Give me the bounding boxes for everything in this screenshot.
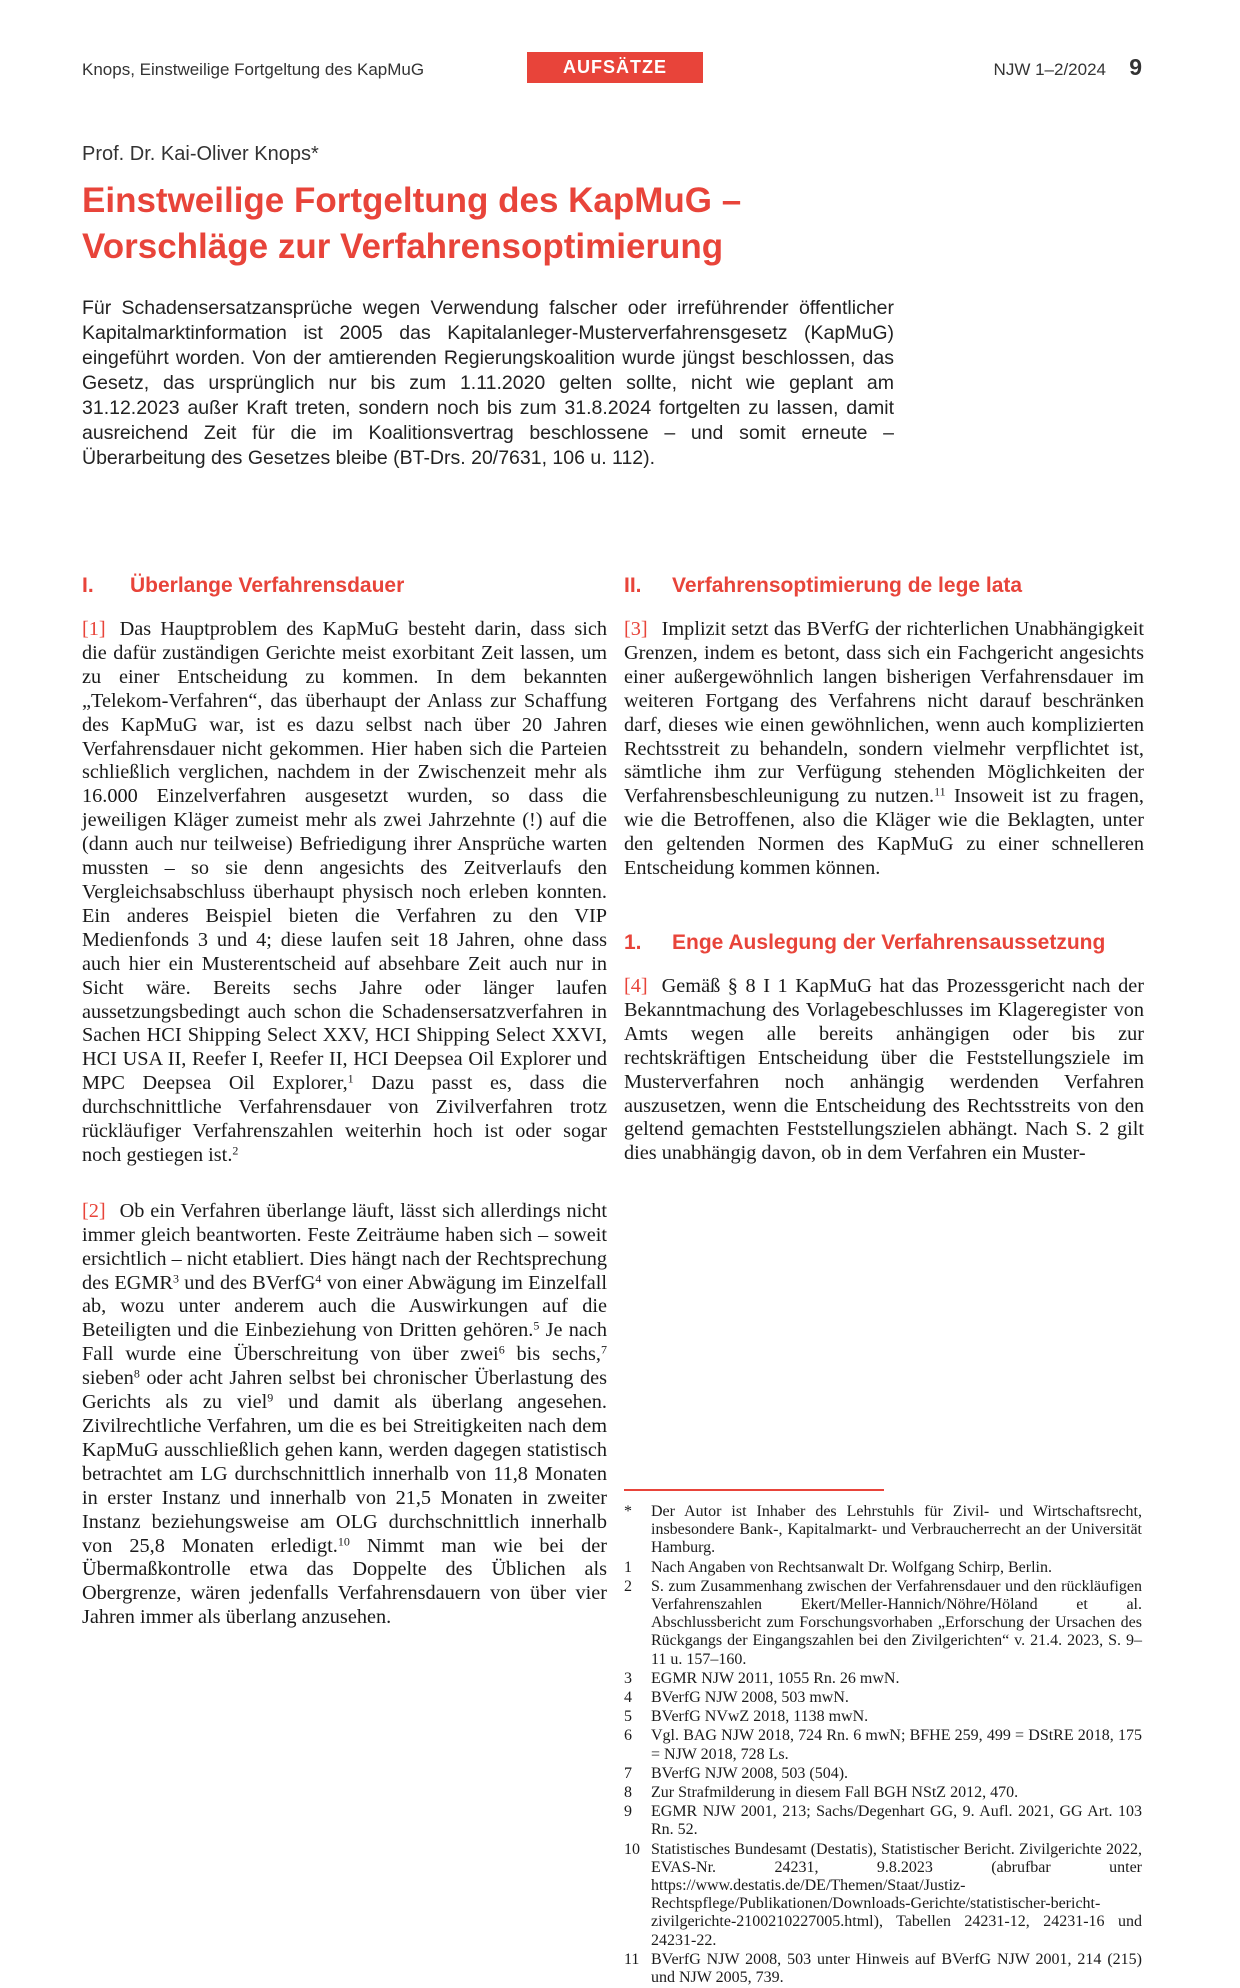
footnote bbox=[624, 1727, 1142, 1763]
footnote bbox=[624, 1503, 1142, 1558]
section-heading-i bbox=[82, 574, 607, 598]
footnote-divider bbox=[624, 1489, 884, 1491]
footnote bbox=[624, 1689, 1142, 1707]
footnote-ref: 4 bbox=[315, 1270, 322, 1285]
footnote-ref: 1 bbox=[347, 1071, 354, 1086]
footnote bbox=[624, 1708, 1142, 1726]
footnote-text: BVerfG NJW 2008, 503 (504). bbox=[651, 1764, 849, 1782]
footnote-text: BVerfG NJW 2008, 503 unter Hinweis auf BVerfG NJW 2001, 214 (215) und NJW 2005, 739. bbox=[651, 1950, 1142, 1987]
article-author: Prof. Dr. Kai-Oliver Knops* bbox=[82, 143, 319, 165]
footnote-mark: 9 bbox=[624, 1803, 632, 1821]
footnote bbox=[624, 1841, 1142, 1950]
footnote-text: EGMR NJW 2011, 1055 Rn. 26 mwN. bbox=[651, 1669, 900, 1687]
footnote-mark: 3 bbox=[624, 1669, 632, 1687]
footnote bbox=[624, 1951, 1142, 1987]
footnote-text: S. zum Zusammenhang zwischen der Verfahrensdauer und den rückläufigen Verfahrenszahlen Ekert/Meller-Hannich/Nöhre/Höland et al. Abschlussbericht zum Forschungsvorhaben „Erforschung der Ursachen des Rückgangs der Eingangszahlen bei den Zivilgerichten“ v. 21.4. 2023, S. 9–11 u. 157–160. bbox=[651, 1577, 1142, 1668]
footnote-mark: 8 bbox=[624, 1784, 632, 1802]
section-badge: AUFSÄTZE bbox=[527, 52, 703, 83]
section-number: 1. bbox=[624, 930, 642, 954]
footnote-ref: 3 bbox=[172, 1270, 179, 1285]
footnote-mark: 5 bbox=[624, 1708, 632, 1726]
paragraph-number: [3] bbox=[624, 618, 648, 640]
footnote-mark: 1 bbox=[624, 1558, 632, 1576]
footnote-ref: 7 bbox=[601, 1342, 607, 1357]
footnote-text: BVerfG NVwZ 2018, 1138 mwN. bbox=[651, 1708, 869, 1726]
footnote bbox=[624, 1784, 1142, 1802]
footnotes bbox=[624, 1503, 1142, 1988]
section-heading-1 bbox=[624, 931, 1144, 955]
section-number: I. bbox=[82, 574, 94, 597]
footnote bbox=[624, 1765, 1142, 1783]
footnote-mark: 10 bbox=[624, 1840, 640, 1858]
running-title: Knops, Einstweilige Fortgeltung des KapMuG bbox=[82, 60, 425, 79]
article-abstract: Für Schadensersatzansprüche wegen Verwendung falscher oder irreführender öffentlicher Kapitalmarktinformation ist 2005 das Kapitalanleger-Musterverfahrensgesetz (KapMuG) eingeführt worden. Von der amtierenden Regierungskoalition wurde jüngst beschlossen, das Gesetz, das ursprünglich nur bis zum 1.11.2020 gelten sollte, nicht wie geplant am 31.12.2023 außer Kraft treten, sondern noch bis zum 31.8.2024 fortgelten zu lassen, damit ausreichend Zeit für die im Koalitionsvertrag beschlossene – und somit erneute – Überarbeitung des Gesetzes bleibe (BT-Drs. 20/7631, 106 u. 112). bbox=[82, 297, 894, 469]
article-title-line-2: Vorschläge zur Verfahrensoptimierung bbox=[82, 227, 724, 266]
footnote-text: EGMR NJW 2001, 213; Sachs/Degenhart GG, 9. Aufl. 2021, GG Art. 103 Rn. 52. bbox=[651, 1803, 1142, 1839]
section-title: Überlange Verfahrensdauer bbox=[130, 574, 405, 597]
footnote bbox=[624, 1670, 1142, 1688]
journal-issue: NJW 1–2/2024 bbox=[993, 60, 1106, 79]
footnote-ref: 8 bbox=[133, 1366, 140, 1381]
footnote bbox=[624, 1559, 1142, 1577]
footnote-ref: 9 bbox=[267, 1390, 274, 1405]
footnote-mark: 4 bbox=[624, 1689, 632, 1707]
footnote-text: Statistisches Bundesamt (Destatis), Statistischer Bericht. Zivilgerichte 2022, EVAS-Nr. 24231, 9.8.2023 (abrufbar unter https://www.destatis.de/DE/Themen/Staat/Justiz-Rechtspflege/Publikationen/Downloads-Gerichte/statistischer-bericht-zivilgerichte-2100210227005.html), Tabellen 24231-12, 24231-16 und 24231-22. bbox=[651, 1840, 1142, 1949]
page-number: 9 bbox=[1129, 54, 1142, 80]
footnote-mark: 7 bbox=[624, 1764, 632, 1782]
section-title: Enge Auslegung der Verfahrensaussetzung bbox=[672, 930, 1106, 954]
footnote-mark: 6 bbox=[624, 1727, 632, 1745]
running-header bbox=[82, 52, 1142, 86]
paragraph-number: [1] bbox=[82, 618, 106, 640]
right-column bbox=[624, 574, 1144, 1166]
footnote bbox=[624, 1803, 1142, 1839]
footnote bbox=[624, 1578, 1142, 1669]
article-title-line-1: Einstweilige Fortgeltung des KapMuG – bbox=[82, 181, 742, 220]
footnote-ref: 2 bbox=[232, 1143, 239, 1158]
article-title bbox=[82, 178, 942, 270]
footnote-ref: 5 bbox=[533, 1318, 540, 1333]
paragraph-2: [2] Ob ein Verfahren überlange läuft, lässt sich allerdings nicht immer gleich beantworten. Feste Zeiträume haben sich – soweit ersichtlich – nicht etabliert. Dies hängt nach der Rechtsprechung des EGMR$^3$ und des BVerfG$^4$ von einer Abwägung im Einzelfall ab, wozu unter anderem auch die Auswirkungen auf die Beteiligten und die Einbeziehung von Dritten gehören.$^5$ Je nach Fall wurde eine Überschreitung von über zwei$^6$ bis sechs,$^7$ sieben$^8$ oder acht Jahren selbst bei chronischer Überlastung des Gerichts als zu viel$^9$ und damit als überlang angesehen. Zivilrechtliche Verfahren, um die es bei Streitigkeiten nach dem KapMuG ausschließlich gehen kann, werden dagegen statistisch betrachtet am LG durchschnittlich innerhalb von 11,8 Monaten in erster Instanz und innerhalb von 21,5 Monaten in zweiter Instanz beziehungsweise am OLG durchschnittlich innerhalb von 25,8 Monaten erledigt.$^{10}$ Nimmt man wie bei der Übermaßkontrolle etwa das Doppelte des Üblichen als Obergrenze, wären jedenfalls Verfahrensdauern von über vier Jahren immer als überlang anzusehen. bbox=[82, 1199, 607, 1629]
footnote-text: Nach Angaben von Rechtsanwalt Dr. Wolfgang Schirp, Berlin. bbox=[651, 1558, 1052, 1576]
footnote-ref: 6 bbox=[498, 1342, 505, 1357]
footnote-text: Der Autor ist Inhaber des Lehrstuhls für Zivil- und Wirtschaftsrecht, insbesondere Bank-, Kapitalmarkt- und Verbraucherrecht an der Universität Hamburg. bbox=[651, 1503, 1142, 1557]
footnote-mark: * bbox=[624, 1503, 632, 1520]
footnote-text: Zur Strafmilderung in diesem Fall BGH NStZ 2012, 470. bbox=[651, 1784, 1019, 1802]
footnote-ref: 11 bbox=[934, 784, 946, 799]
footnote-text: Vgl. BAG NJW 2018, 724 Rn. 6 mwN; BFHE 259, 499 = DStRE 2018, 175 = NJW 2018, 728 Ls. bbox=[651, 1727, 1142, 1763]
paragraph-3: [3] Implizit setzt das BVerfG der richterlichen Unabhängigkeit Grenzen, indem es betont, dass sich ein Fachgericht angesichts einer außergewöhnlich langen bisherigen Verfahrensdauer im weiteren Fortgang des Verfahrens nicht darauf beschränken darf, dieses wie einen gewöhnlichen, wenn auch komplizierten Rechtsstreit zu behandeln, sondern vielmehr verpflichtet ist, sämtliche ihm zur Verfügung stehenden Möglichkeiten der Verfahrensbeschleunigung zu nutzen.$^{11}$ Insoweit ist zu fragen, wie die Betroffenen, also die Kläger wie die Beklagten, unter den geltenden Normen des KapMuG zu einer schnelleren Entscheidung kommen können. bbox=[624, 618, 1144, 880]
footnote-mark: 2 bbox=[624, 1577, 632, 1595]
footnote-text: BVerfG NJW 2008, 503 mwN. bbox=[651, 1689, 849, 1707]
footnote-mark: 11 bbox=[624, 1950, 640, 1968]
section-heading-ii bbox=[624, 574, 1144, 598]
left-column bbox=[82, 574, 607, 1630]
footnote-ref: 10 bbox=[337, 1533, 350, 1548]
section-title: Verfahrensoptimierung de lege lata bbox=[672, 574, 1023, 597]
section-number: II. bbox=[624, 574, 642, 597]
paragraph-number: [2] bbox=[82, 1199, 106, 1222]
paragraph-4: [4] Gemäß § 8 I 1 KapMuG hat das Prozessgericht nach der Bekanntmachung des Vorlagebeschlusses im Klageregister von Amts wegen alle bereits anhängigen oder bis zur rechtskräftigen Entscheidung über die Feststellungsziele im Musterverfahren noch anhängig werdenden Verfahren auszusetzen, wenn die Entscheidung des Rechtsstreits von den geltend gemachten Feststellungszielen abhängt. Nach S. 2 gilt dies unabhängig davon, ob in dem Verfahren ein Muster- bbox=[624, 974, 1144, 1165]
paragraph-1: [1] Das Hauptproblem des KapMuG besteht darin, dass sich die dafür zuständigen Gerichte meist exorbitant Zeit lassen, um zu einer Entscheidung zu kommen. In dem bekannten „Telekom-Verfahren“, das überhaupt der Anlass zur Schaffung des KapMuG war, ist es dazu selbst nach über 20 Jahren Verfahrensdauer nicht gekommen. Hier haben sich die Parteien schließlich verglichen, nachdem in der Zwischenzeit mehr als 16.000 Einzelverfahren ausgesetzt wurden, so dass die jeweiligen Kläger zumeist mehr als zwei Jahrzehnte (!) auf die (dann auch nur teilweise) Befriedigung ihrer Ansprüche warten mussten – so sie denn angesichts des Zeitverlaufs den Vergleichsabschluss überhaupt physisch noch erleben konnten. Ein anderes Beispiel bieten die Verfahren zu den VIP Medienfonds 3 und 4; diese laufen seit 18 Jahren, ohne dass auch hier ein Musterentscheid auf absehbare Zeit auch nur in Sicht wäre. Bereits sechs Jahre oder länger laufen aussetzungsbedingt auch schon die Schadensersatzverfahren in Sachen HCI Shipping Select XXV, HCI Shipping Select XXVI, HCI USA II, Reefer I, Reefer II, HCI Deepsea Oil Explorer und MPC Deepsea Oil Explorer,$^1$ Dazu passt es, dass die durchschnittliche Verfahrensdauer von Zivilverfahren trotz rückläufiger Verfahrenszahlen weiterhin hoch ist oder sogar noch gestiegen ist.$^2$ bbox=[82, 618, 607, 1166]
paragraph-number: [4] bbox=[624, 974, 648, 997]
